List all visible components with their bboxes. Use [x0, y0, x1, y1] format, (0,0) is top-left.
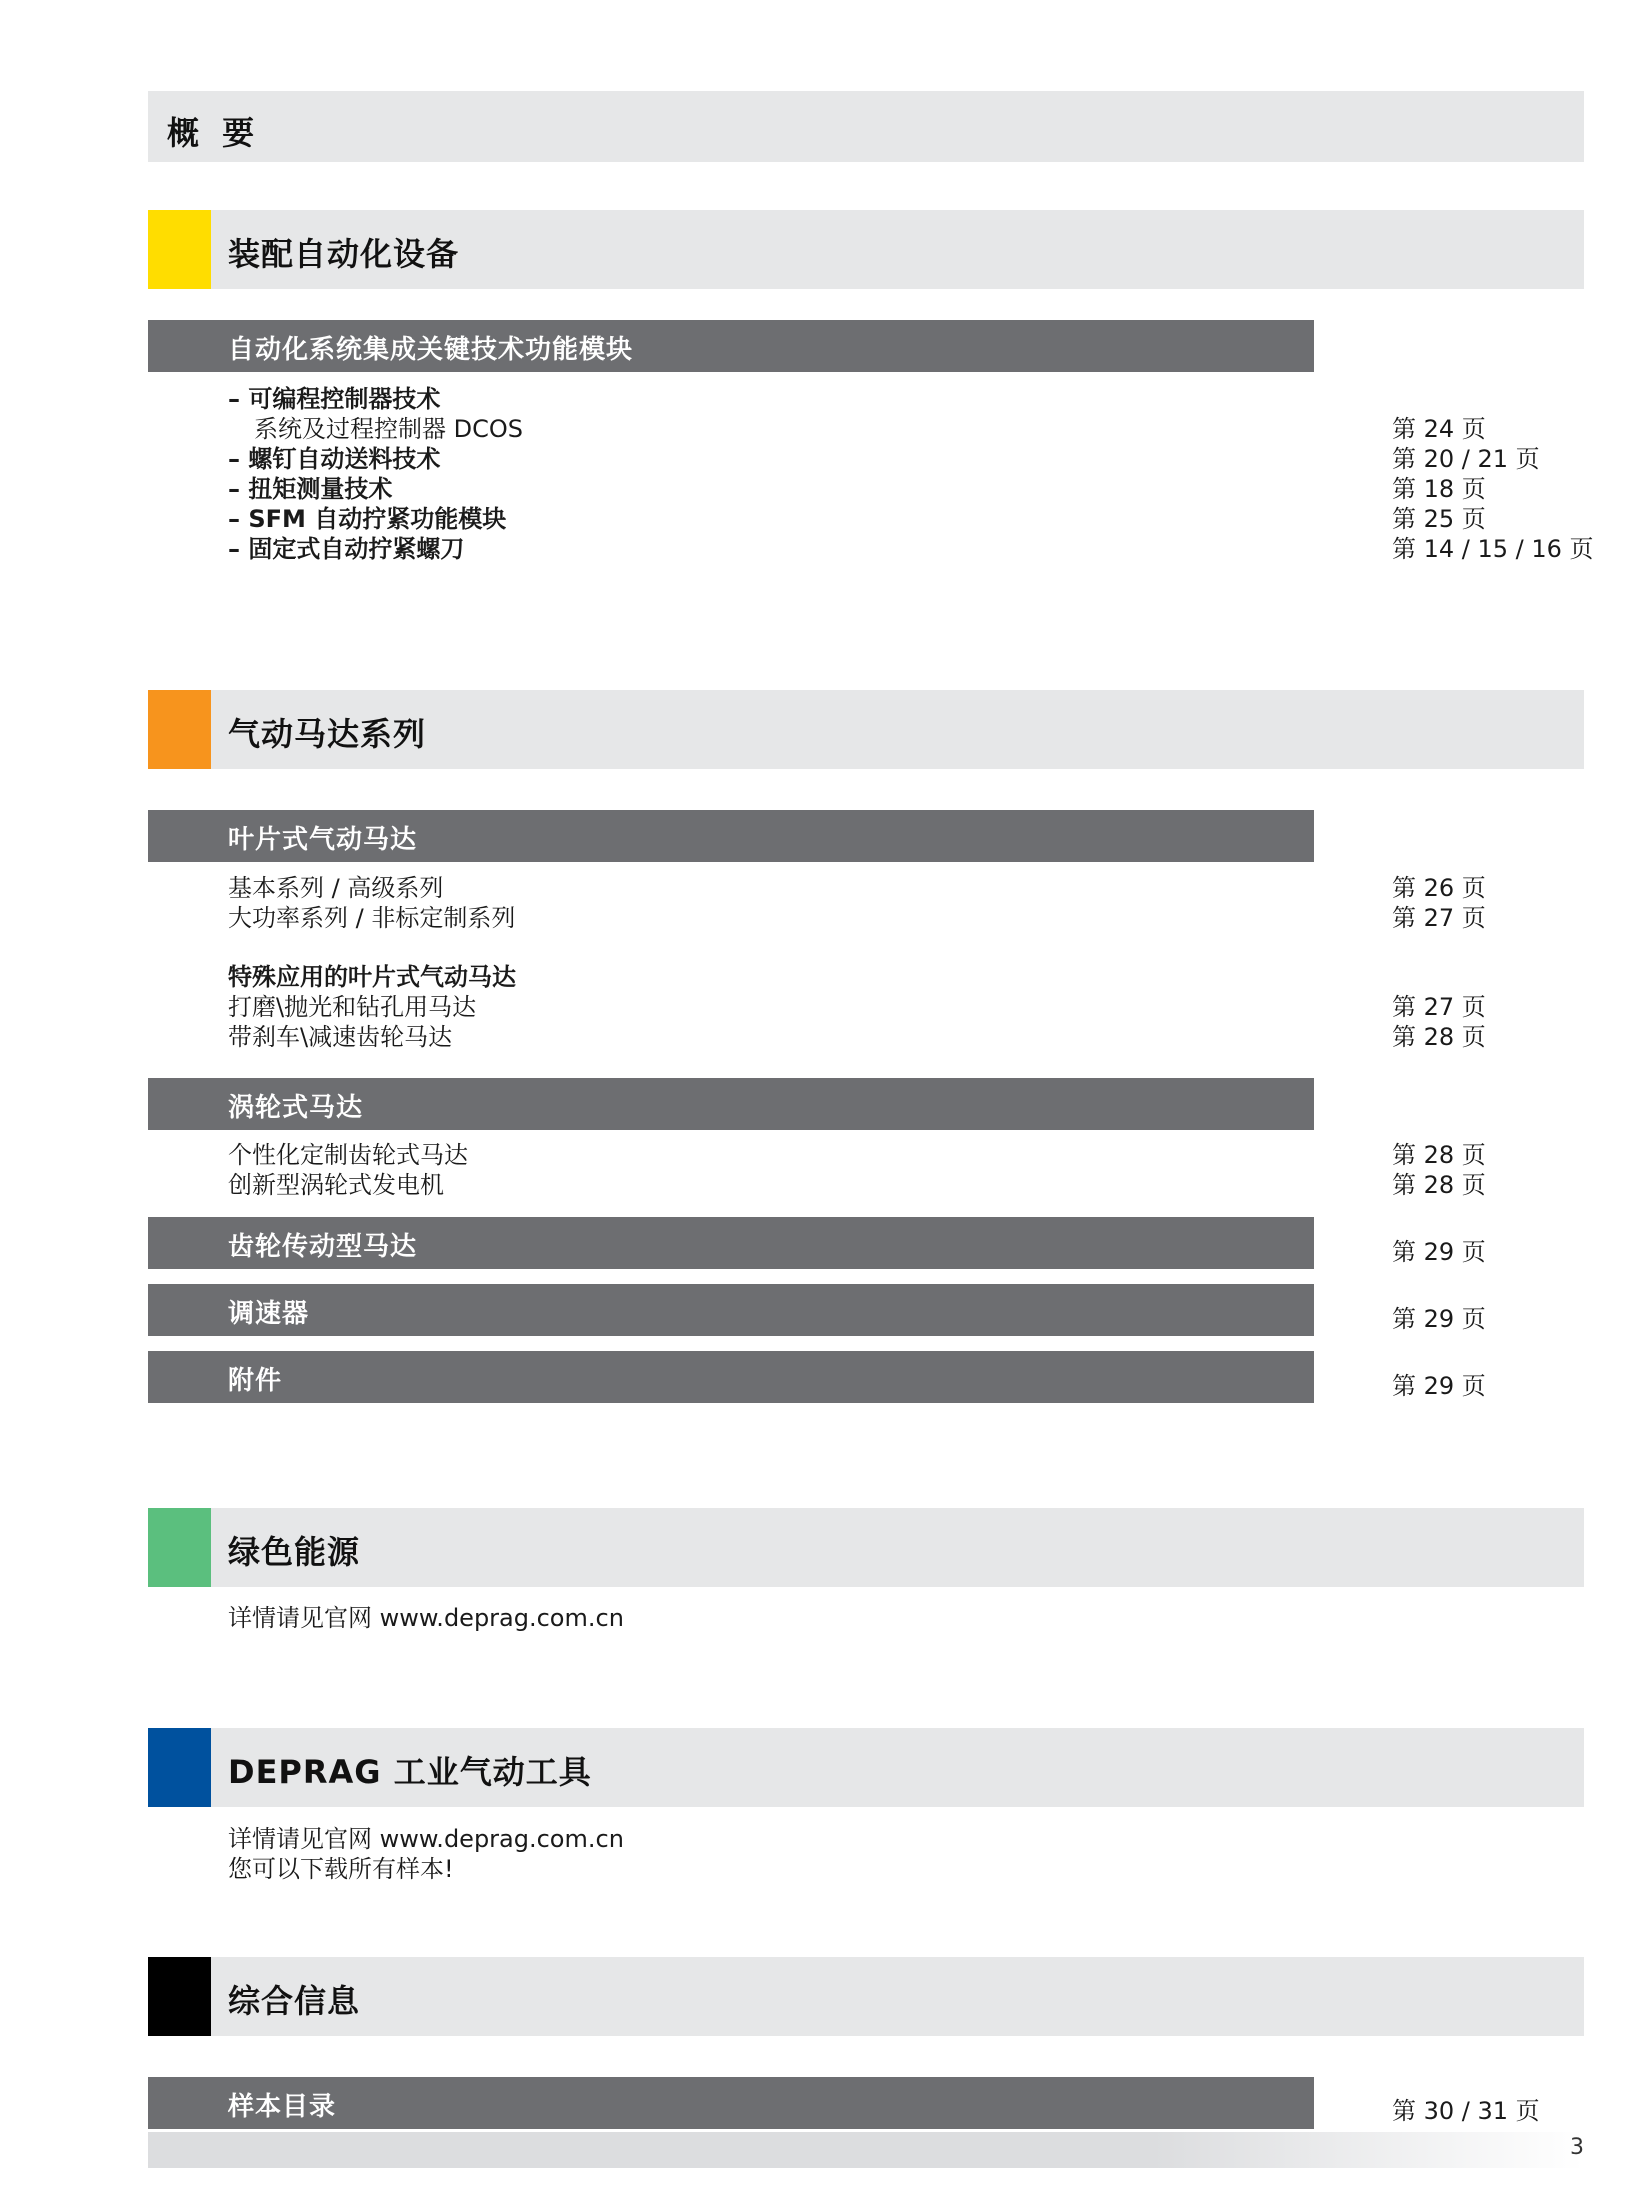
- page-ref: 第 20 / 21 页: [1392, 445, 1540, 473]
- page-ref: 第 24 页: [1392, 415, 1486, 443]
- section-green-energy: [148, 1508, 1584, 1587]
- list-item: – 螺钉自动送料技术: [228, 445, 441, 473]
- section-automation: [148, 210, 1584, 289]
- subheader-label: 自动化系统集成关键技术功能模块: [228, 335, 634, 365]
- list-item: 带刹车\减速齿轮马达: [228, 1023, 453, 1051]
- section-title: DEPRAG 工业气动工具: [228, 1753, 592, 1791]
- page-ref: 第 29 页: [1392, 1238, 1486, 1266]
- list-item: 创新型涡轮式发电机: [228, 1171, 444, 1199]
- subheader-label: 齿轮传动型马达: [228, 1232, 418, 1262]
- subheader-label: 调速器: [228, 1299, 310, 1329]
- list-item: – 固定式自动拧紧螺刀: [228, 535, 465, 563]
- page-ref: 第 27 页: [1392, 904, 1486, 932]
- download-note: 您可以下载所有样本!: [228, 1855, 454, 1883]
- list-item: 个性化定制齿轮式马达: [228, 1141, 468, 1169]
- section-title: 装配自动化设备: [228, 235, 460, 273]
- list-item: 大功率系列 / 非标定制系列: [228, 904, 516, 932]
- page-ref: 第 27 页: [1392, 993, 1486, 1021]
- page-ref: 第 29 页: [1392, 1372, 1486, 1400]
- page-header: [148, 91, 1584, 162]
- page-ref: 第 28 页: [1392, 1171, 1486, 1199]
- subheader-gear-motors: [148, 1217, 1314, 1269]
- footer-bar: [148, 2132, 1584, 2168]
- page-ref: 第 26 页: [1392, 874, 1486, 902]
- page-ref: 第 28 页: [1392, 1023, 1486, 1051]
- subheader-vane-motors: [148, 810, 1314, 862]
- website-note: 详情请见官网 www.deprag.com.cn: [228, 1604, 624, 1632]
- page-title: 概 要: [167, 114, 261, 152]
- section-color-swatch: [148, 1508, 211, 1587]
- subheader-label: 附件: [228, 1366, 283, 1396]
- list-item: – 可编程控制器技术: [228, 385, 441, 413]
- page-ref: 第 30 / 31 页: [1392, 2097, 1540, 2125]
- section-air-motors: [148, 690, 1584, 769]
- subheader-accessories: [148, 1351, 1314, 1403]
- subheader-label: 涡轮式马达: [228, 1093, 364, 1123]
- section-color-swatch: [148, 690, 211, 769]
- section-pneumatic-tools: [148, 1728, 1584, 1807]
- list-item: 系统及过程控制器 DCOS: [254, 415, 523, 443]
- section-color-swatch: [148, 1728, 211, 1807]
- subheader-label: 样本目录: [228, 2092, 337, 2122]
- section-color-swatch: [148, 1957, 211, 2036]
- list-item: 打磨\抛光和钻孔用马达: [228, 993, 477, 1021]
- page-ref: 第 28 页: [1392, 1141, 1486, 1169]
- website-note: 详情请见官网 www.deprag.com.cn: [228, 1825, 624, 1853]
- page-ref: 第 14 / 15 / 16 页: [1392, 535, 1594, 563]
- subheader-automation-modules: [148, 320, 1314, 372]
- section-title: 综合信息: [228, 1982, 361, 2020]
- list-item: 基本系列 / 高级系列: [228, 874, 444, 902]
- subheader-catalog: [148, 2077, 1314, 2129]
- page-number: 3: [1570, 2135, 1584, 2160]
- special-title: 特殊应用的叶片式气动马达: [228, 963, 516, 991]
- section-general-info: [148, 1957, 1584, 2036]
- subheader-label: 叶片式气动马达: [228, 825, 418, 855]
- list-item: – 扭矩测量技术: [228, 475, 393, 503]
- page-ref: 第 29 页: [1392, 1305, 1486, 1333]
- section-title: 气动马达系列: [228, 715, 427, 753]
- list-item: – SFM 自动拧紧功能模块: [228, 505, 507, 533]
- subheader-turbine-motors: [148, 1078, 1314, 1130]
- page-ref: 第 18 页: [1392, 475, 1486, 503]
- section-title: 绿色能源: [228, 1533, 361, 1571]
- section-color-swatch: [148, 210, 211, 289]
- page-ref: 第 25 页: [1392, 505, 1486, 533]
- subheader-regulator: [148, 1284, 1314, 1336]
